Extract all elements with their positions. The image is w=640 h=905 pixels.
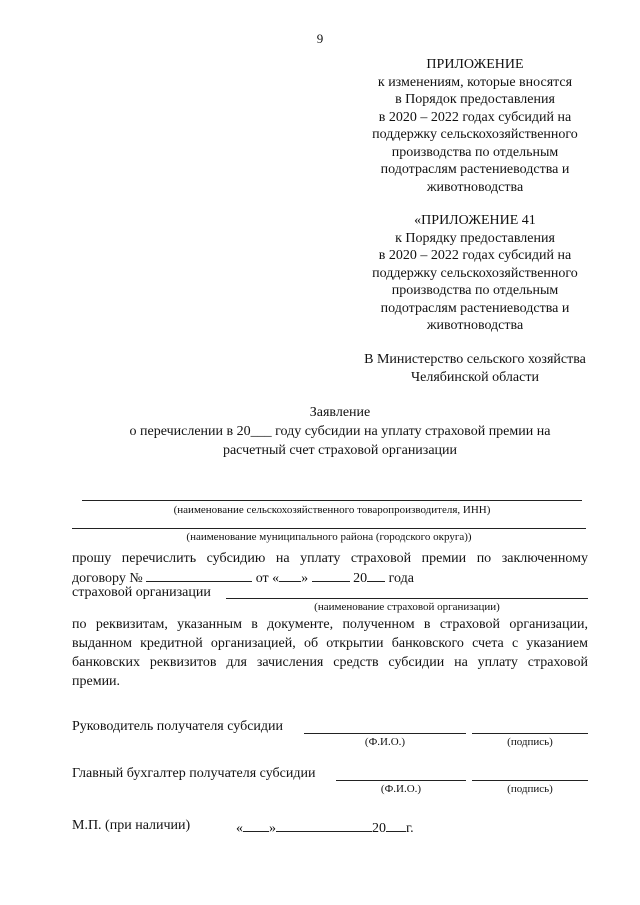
contract-year-field[interactable]: [367, 567, 385, 582]
insurer-blank-line[interactable]: [226, 598, 588, 599]
appendix-line: поддержку сельскохозяйственного: [372, 127, 578, 142]
document-title: [60, 403, 620, 460]
head-fio-line[interactable]: [304, 733, 466, 734]
appendix-line: в Порядок предоставления: [395, 92, 555, 107]
appendix-41-line: в 2020 – 2022 годах субсидий на: [378, 248, 572, 263]
paragraph-line: премии.: [72, 674, 121, 689]
appendix-line: к изменениям, которые вносятся: [377, 74, 573, 90]
stamp-date: « » 20 г.: [236, 817, 414, 838]
district-caption: (наименование муниципального района (городского округа)): [186, 531, 472, 543]
stamp-year-field[interactable]: [386, 817, 406, 832]
head-sign-caption: (подпись): [507, 736, 553, 748]
stamp-label: М.П. (при наличии): [72, 818, 191, 833]
stamp-month-field[interactable]: [276, 817, 372, 832]
requisites-paragraph: [72, 615, 588, 691]
appendix-line: подотраслям растениеводства и: [380, 162, 570, 177]
paragraph-line: по реквизитам, указанным в документе, полученном в страховой организации,: [72, 617, 588, 632]
accountant-fio-line[interactable]: [336, 780, 466, 781]
producer-blank-line: [82, 500, 582, 501]
insurer-label: страховой организации: [72, 585, 211, 600]
producer-caption: (наименование сельскохозяйственного товаропроизводителя, ИНН): [173, 504, 491, 516]
addressee-line: Челябинской области: [411, 370, 539, 385]
appendix-top-block: [330, 56, 620, 196]
addressee-line: В Министерство сельского хозяйства: [364, 352, 586, 367]
accountant-fio-caption: (Ф.И.О.): [380, 783, 422, 795]
head-sign-line[interactable]: [472, 733, 588, 734]
contract-number-field[interactable]: [146, 567, 252, 582]
appendix-41-block: [330, 212, 620, 335]
appendix-line: производства по отдельным: [391, 144, 559, 160]
stamp-day-field[interactable]: [243, 817, 269, 832]
paragraph-line: банковских реквизитов для зачисления средств субсидии на уплату страховой: [72, 655, 588, 670]
accountant-sign-line[interactable]: [472, 780, 588, 781]
contract-line: договору № от « » 20 года: [72, 567, 414, 588]
appendix-line: ПРИЛОЖЕНИЕ: [426, 57, 524, 72]
appendix-line: в 2020 – 2022 годах субсидий на: [378, 109, 572, 125]
addressee-block: [330, 351, 620, 387]
head-fio-caption: (Ф.И.О.): [364, 736, 406, 748]
accountant-label: Главный бухгалтер получателя субсидии: [72, 766, 316, 781]
appendix-41-line: производства по отдельным: [391, 283, 559, 298]
district-blank-line: [72, 528, 586, 529]
appendix-41-line: поддержку сельскохозяйственного: [372, 265, 578, 281]
appendix-41-line: подотраслям растениеводства и: [380, 300, 570, 316]
title-subject: о перечислении в 20___ году субсидии на уплату страховой премии на: [129, 424, 551, 439]
appendix-line: животноводства: [426, 179, 524, 195]
contract-day-field[interactable]: [279, 567, 301, 582]
appendix-41-line: животноводства: [426, 318, 524, 333]
page-number: 9: [316, 31, 324, 46]
head-label: Руководитель получателя субсидии: [72, 719, 284, 734]
contract-month-field[interactable]: [312, 567, 350, 582]
paragraph-line: выданном кредитной организацией, об открытии банковского счета с указанием: [72, 636, 588, 651]
request-line: прошу перечислить субсидию на уплату страховой премии по заключенному: [72, 551, 588, 566]
appendix-41-line: «ПРИЛОЖЕНИЕ 41: [414, 213, 536, 228]
title-heading: Заявление: [309, 405, 371, 420]
accountant-sign-caption: (подпись): [507, 783, 553, 795]
appendix-41-line: к Порядку предоставления: [395, 230, 555, 246]
insurer-caption: (наименование страховой организации): [314, 601, 500, 613]
title-subject-cont: расчетный счет страховой организации: [222, 443, 458, 458]
